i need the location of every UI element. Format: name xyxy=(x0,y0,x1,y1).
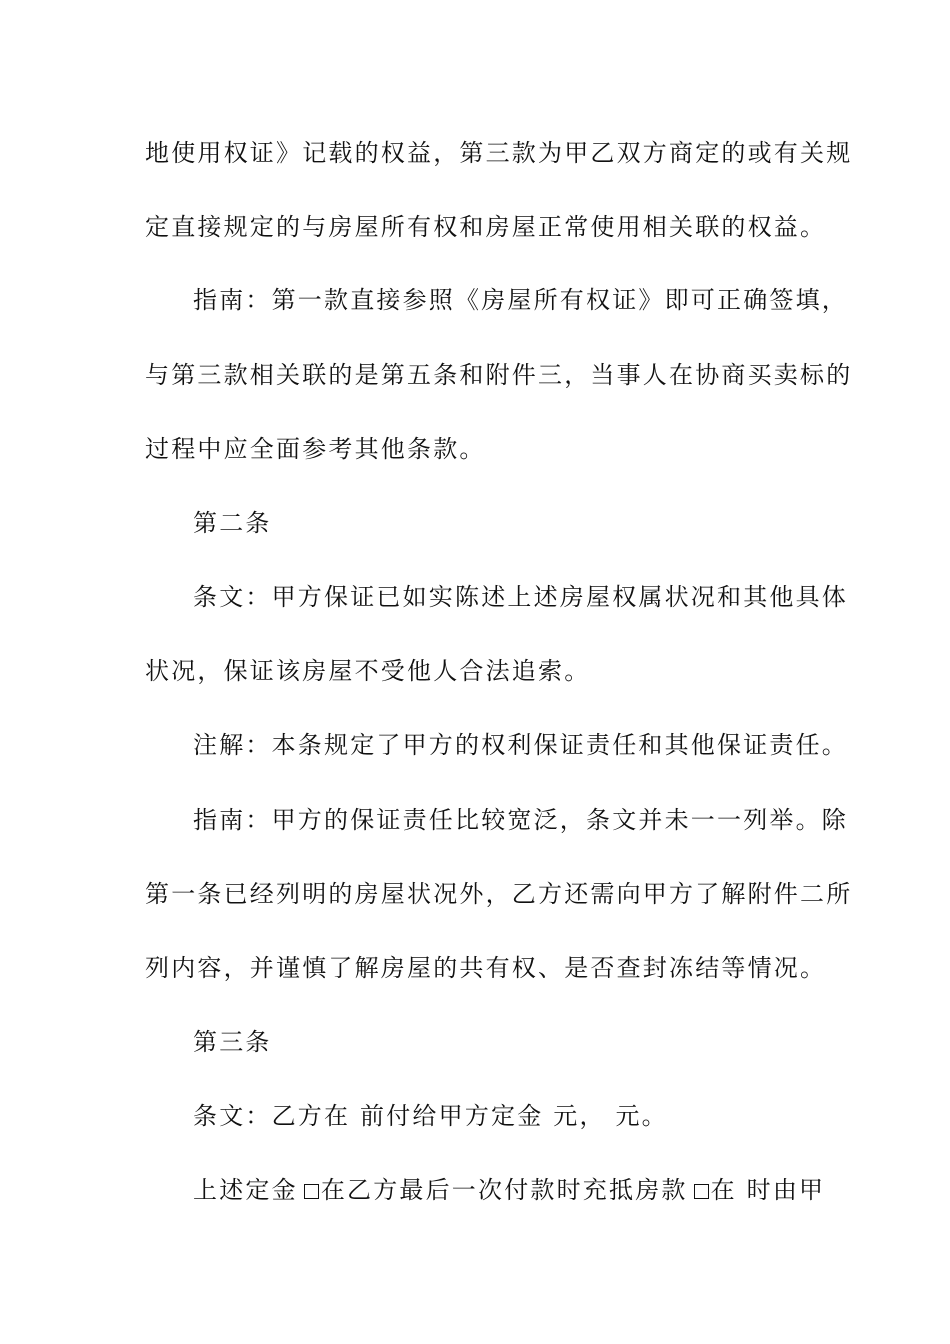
text-line: 状况，保证该房屋不受他人合法追索。 xyxy=(145,657,591,685)
text-line: 地使用权证》记载的权益，第三款为甲乙双方商定的或有关规 xyxy=(145,139,853,167)
article-heading: 第二条 xyxy=(193,509,272,537)
checkbox-option-2[interactable] xyxy=(694,1184,709,1199)
checkbox-option-1[interactable] xyxy=(304,1184,319,1199)
deposit-options-line xyxy=(193,1170,825,1210)
paragraph-guide: 指南：甲方的保证责任比较宽泛，条文并未一一列举。除 xyxy=(193,806,848,834)
text-line: 与第三款相关联的是第五条和附件三，当事人在协商买卖标的 xyxy=(145,361,853,389)
text-line: 过程中应全面参考其他条款。 xyxy=(145,435,486,463)
option-1-text: 在乙方最后一次付款时充抵房款 xyxy=(320,1176,688,1204)
text-line: 第一条已经列明的房屋状况外，乙方还需向甲方了解附件二所 xyxy=(145,880,853,908)
text-line: 定直接规定的与房屋所有权和房屋正常使用相关联的权益。 xyxy=(145,213,827,241)
paragraph-note: 注解：本条规定了甲方的权利保证责任和其他保证责任。 xyxy=(193,731,848,759)
deposit-label: 上述定金 xyxy=(193,1176,298,1204)
article-heading: 第三条 xyxy=(193,1028,272,1056)
paragraph-article-text: 条文：乙方在 前付给甲方定金 元， 元。 xyxy=(193,1102,668,1130)
option-2-text: 在 时由甲 xyxy=(710,1176,826,1204)
paragraph-guide: 指南：第一款直接参照《房屋所有权证》即可正确签填， xyxy=(193,286,848,314)
paragraph-article-text: 条文：甲方保证已如实陈述上述房屋权属状况和其他具体 xyxy=(193,583,848,611)
text-line: 列内容，并谨慎了解房屋的共有权、是否查封冻结等情况。 xyxy=(145,954,827,982)
